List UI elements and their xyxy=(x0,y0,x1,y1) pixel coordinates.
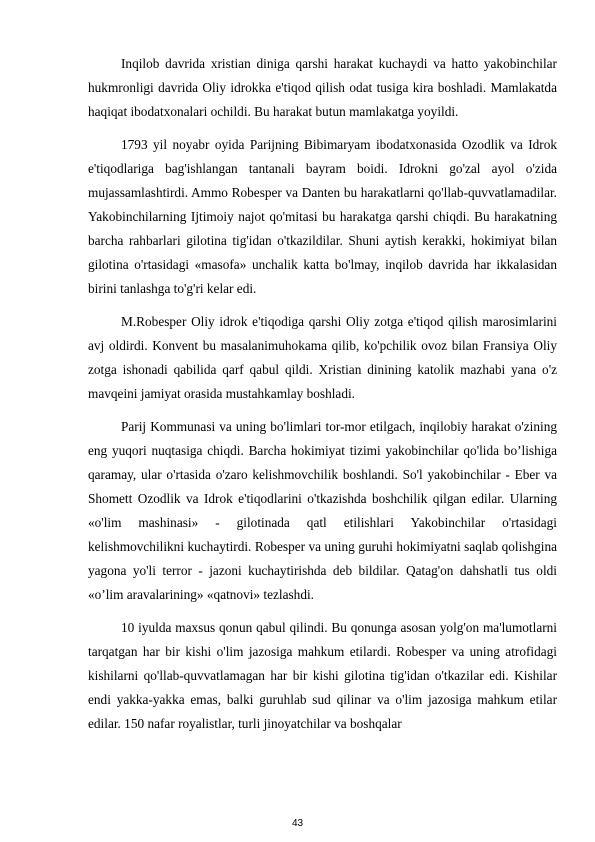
page-number: 43 xyxy=(291,818,304,829)
paragraph-5: 10 iyulda maxsus qonun qabul qilindi. Bu qonunga asosan yolg'on ma'lumotlarni tarqatgan har bir kishi o'lim jazosiga mahkum etilardi. Robesper va uning atrofidagi kishilarni qo'llab-quvvatlamagan har bir kishi gilotina tig'idan o'tkazilar edi. Kishilar endi yakka-yakka emas, balki guruhlab sud qilinar va o'lim jazosiga mahkum etilar edilar. 150 nafar royalistlar, turli jinoyatchilar va boshqalar xyxy=(88,620,557,731)
paragraph-2: 1793 yil noyabr oyida Parijning Bibimaryam ibodatxonasida Ozodlik va Idrok e'tiqodlariga bag'ishlangan tantanali bayram boidi. Idrokni go'zal ayol o'zida mujassamlashtirdi. Ammo Robesper va Danten bu harakatlarni qo'llab-quvvatlamadilar. Yakobinchilarning Ijtimoiy najot qo'mitasi bu harakatga qarshi chiqdi. Bu harakatning barcha rahbarlari gilotina tig'idan o'tkazildilar. Shuni aytish kerakki, hokimiyat bilan gilotina o'rtasidagi «masofa» unchalik katta bo'lmay, inqilob davrida har ikkalasidan birini tanlashga to'g'ri kelar edi. xyxy=(88,137,557,296)
paragraph-3: M.Robesper Oliy idrok e'tiqodiga qarshi Oliy zotga e'tiqod qilish marosimlarini avj oldirdi. Konvent bu masalanimuhokama qilib, ko'pchilik ovoz bilan Fransiya Oliy zotga ishonadi qabilida qarf qabul qildi. Xristian dinining katolik mazhabi yana o'z mavqeini jamiyat orasida mustahkamlay boshladi. xyxy=(88,314,557,401)
paragraph-4: Parij Kommunasi va uning bo'limlari tor-mor etilgach, inqilobiy harakat o'zining eng yuqori nuqtasiga chiqdi. Barcha hokimiyat tizimi yakobinchilar qo'lida bo’lishiga qaramay, ular o'rtasida o'zaro kelishmovchilik boshlandi. So'l yakobinchilar - Eber va Shomett Ozodlik va Idrok e'tiqodlarini o'tkazishda boshchilik qilgan edilar. Ularning «o'lim mashinasi» - gilotinada qatl etilishlari Yakobinchilar o'rtasidagi kelishmovchilikni kuchaytirdi. Robesper va uning guruhi hokimiyatni saqlab qolishgina yagona yo'li terror - jazoni kuchaytirishda deb bildilar. Qatag'on dahshatli tus oldi «o’lim aravalarining» «qatnovi» tezlashdi. xyxy=(88,419,557,602)
document-page xyxy=(88,52,557,745)
paragraph-1: Inqilob davrida xristian diniga qarshi harakat kuchaydi va hatto yakobinchilar hukmronligi davrida Oliy idrokka e'tiqod qilish odat tusiga kira boshladi. Mamlakatda haqiqat ibodatxonalari ochildi. Bu harakat butun mamlakatga yoyildi. xyxy=(88,56,557,119)
